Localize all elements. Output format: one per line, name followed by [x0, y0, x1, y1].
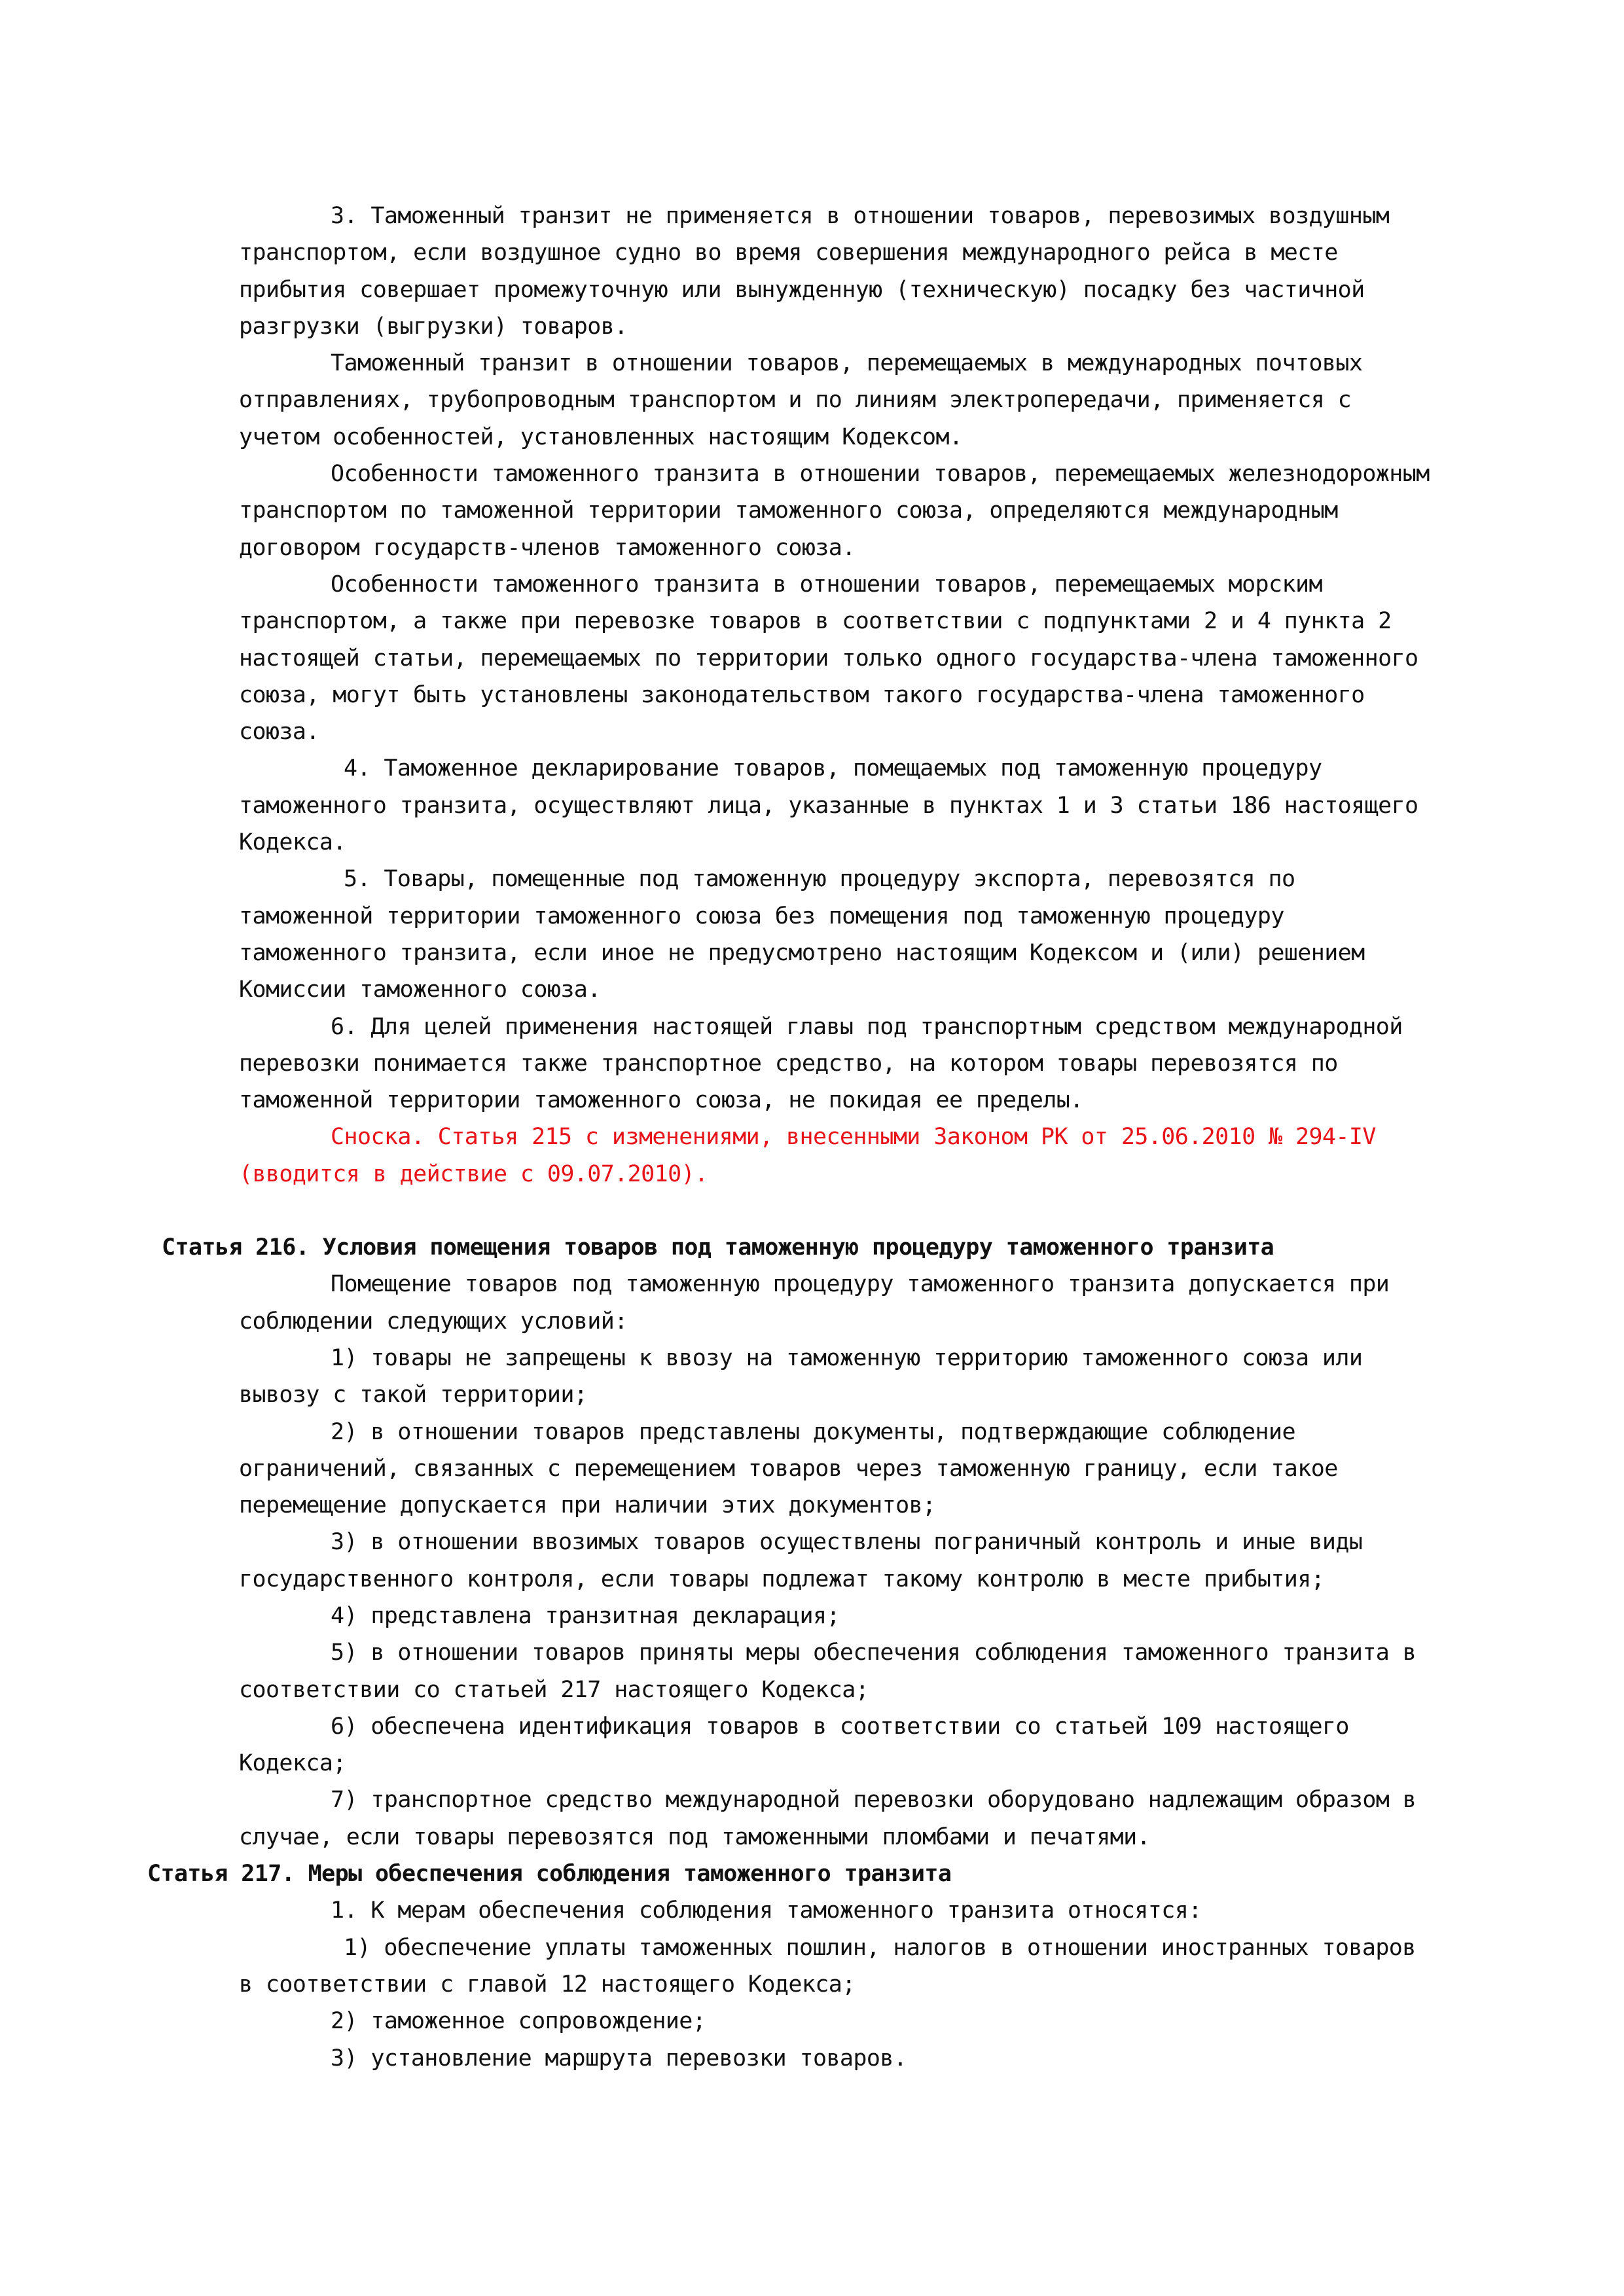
text-line: таможенной территории таможенного союза, не покидая ее пределы. — [239, 1087, 1083, 1114]
footnote-amendment — [147, 1119, 1483, 1193]
article-217-p1 — [147, 1892, 1483, 1929]
text-line: 6) обеспечена идентификация товаров в соответствии со статьей 109 настоящего — [331, 1713, 1349, 1740]
article-216-heading — [147, 1229, 1483, 1266]
text-line: договором государств-членов таможенного союза. — [239, 534, 856, 561]
list-item — [147, 1634, 1483, 1708]
footnote-line: Сноска. Статья 215 с изменениями, внесенными Законом РК от 25.06.2010 № 294-IV — [331, 1124, 1376, 1151]
paragraph-215-3-sea — [147, 566, 1483, 750]
text-line: таможенного транзита, если иное не предусмотрено настоящим Кодексом и (или) решением — [239, 939, 1365, 966]
text-line: 3. Таможенный транзит не применяется в отношении товаров, перевозимых воздушным — [331, 203, 1390, 229]
article-217-heading — [147, 1856, 1483, 1892]
text-line: Помещение товаров под таможенную процедуру таможенного транзита допускается при — [331, 1271, 1390, 1298]
text-line: союза. — [239, 719, 319, 745]
text-line: Таможенный транзит в отношении товаров, перемещаемых в международных почтовых — [331, 350, 1363, 377]
list-item — [147, 2003, 1483, 2039]
text-line: 1) обеспечение уплаты таможенных пошлин, налогов в отношении иностранных товаров — [344, 1934, 1416, 1961]
paragraph-215-3 — [147, 198, 1483, 345]
text-line: отправлениях, трубопроводным транспортом и по линиям электропередачи, применяется с — [239, 387, 1352, 414]
text-line: перевозки понимается также транспортное средство, на котором товары перевозятся по — [239, 1050, 1338, 1077]
list-item — [147, 1414, 1483, 1524]
text-line: ограничений, связанных с перемещением товаров через таможенную границу, если такое — [239, 1455, 1338, 1482]
heading-text: Статья 217. Меры обеспечения соблюдения таможенного транзита — [147, 1861, 952, 1888]
list-item — [147, 1929, 1483, 2003]
text-line: 4) представлена транзитная декларация; — [331, 1602, 840, 1629]
text-line: 1) товары не запрещены к ввозу на таможенную территорию таможенного союза или — [331, 1344, 1363, 1371]
text-line: Особенности таможенного транзита в отношении товаров, перемещаемых железнодорожным — [331, 461, 1430, 488]
text-line: 5) в отношении товаров приняты меры обеспечения соблюдения таможенного транзита в — [331, 1640, 1416, 1666]
text-line: 3) установление маршрута перевозки товаров. — [331, 2045, 907, 2072]
text-line: 1. К мерам обеспечения соблюдения таможенного транзита относятся: — [331, 1897, 1202, 1924]
text-line: 2) таможенное сопровождение; — [331, 2008, 706, 2035]
text-line: соблюдении следующих условий: — [239, 1308, 628, 1335]
list-item — [147, 1340, 1483, 1414]
paragraph-215-6 — [147, 1009, 1483, 1119]
text-line: настоящей статьи, перемещаемых по территории только одного государства-члена таможенного — [239, 645, 1418, 672]
text-line: союза, могут быть установлены законодательством такого государства-члена таможенного — [239, 681, 1365, 708]
text-line: транспортом, если воздушное судно во время совершения международного рейса в месте — [239, 240, 1338, 266]
text-line: Комиссии таможенного союза. — [239, 977, 601, 1003]
heading-text: Статья 216. Условия помещения товаров под таможенную процедуру таможенного транзита — [162, 1234, 1274, 1261]
text-line: 2) в отношении товаров представлены документы, подтверждающие соблюдение — [331, 1418, 1295, 1445]
text-line: Кодекса. — [239, 829, 346, 856]
paragraph-215-5 — [147, 861, 1483, 1008]
article-216-intro — [147, 1266, 1483, 1340]
paragraph-215-3-postal — [147, 345, 1483, 456]
list-item — [147, 1782, 1483, 1856]
text-line: учетом особенностей, установленных настоящим Кодексом. — [239, 423, 963, 450]
text-line: 6. Для целей применения настоящей главы под транспортным средством международной — [331, 1013, 1403, 1040]
text-line: перемещение допускается при наличии этих документов; — [239, 1492, 936, 1519]
text-line: таможенной территории таможенного союза без помещения под таможенную процедуру — [239, 903, 1284, 929]
text-line: 7) транспортное средство международной перевозки оборудовано надлежащим образом в — [331, 1787, 1416, 1814]
text-line: вывозу с такой территории; — [239, 1382, 588, 1408]
text-line: транспортом, а также при перевозке товаров в соответствии с подпунктами 2 и 4 пункта 2 — [239, 608, 1392, 635]
text-line: случае, если товары перевозятся под таможенными пломбами и печатями. — [239, 1823, 1151, 1850]
article-217-measures-list — [147, 1929, 1483, 2077]
text-line: разгрузки (выгрузки) товаров. — [239, 313, 628, 340]
list-item — [147, 1708, 1483, 1782]
document-page — [147, 198, 1483, 2077]
text-line: таможенного транзита, осуществляют лица, указанные в пунктах 1 и 3 статьи 186 настоящего — [239, 792, 1418, 819]
text-line: государственного контроля, если товары подлежат такому контролю в месте прибытия; — [239, 1566, 1325, 1592]
article-216-conditions-list — [147, 1340, 1483, 1856]
footnote-line: (вводится в действие с 09.07.2010). — [239, 1160, 708, 1187]
list-item — [147, 2040, 1483, 2077]
text-line: 3) в отношении ввозимых товаров осуществлены пограничный контроль и иные виды — [331, 1529, 1363, 1556]
paragraph-215-3-rail — [147, 456, 1483, 566]
text-line: Особенности таможенного транзита в отношении товаров, перемещаемых морским — [331, 571, 1322, 598]
list-item — [147, 1524, 1483, 1598]
paragraph-215-4 — [147, 750, 1483, 861]
text-line: прибытия совершает промежуточную или вынужденную (техническую) посадку без частичной — [239, 276, 1365, 303]
text-line: транспортом по таможенной территории таможенного союза, определяются международным — [239, 497, 1338, 524]
text-line: 5. Товары, помещенные под таможенную процедуру экспорта, перевозятся по — [344, 866, 1295, 893]
text-line: соответствии со статьей 217 настоящего Кодекса; — [239, 1676, 869, 1703]
list-item — [147, 1598, 1483, 1634]
text-line: 4. Таможенное декларирование товаров, помещаемых под таможенную процедуру — [344, 755, 1322, 782]
text-line: в соответствии с главой 12 настоящего Кодекса; — [239, 1971, 856, 1998]
text-line: Кодекса; — [239, 1750, 346, 1777]
